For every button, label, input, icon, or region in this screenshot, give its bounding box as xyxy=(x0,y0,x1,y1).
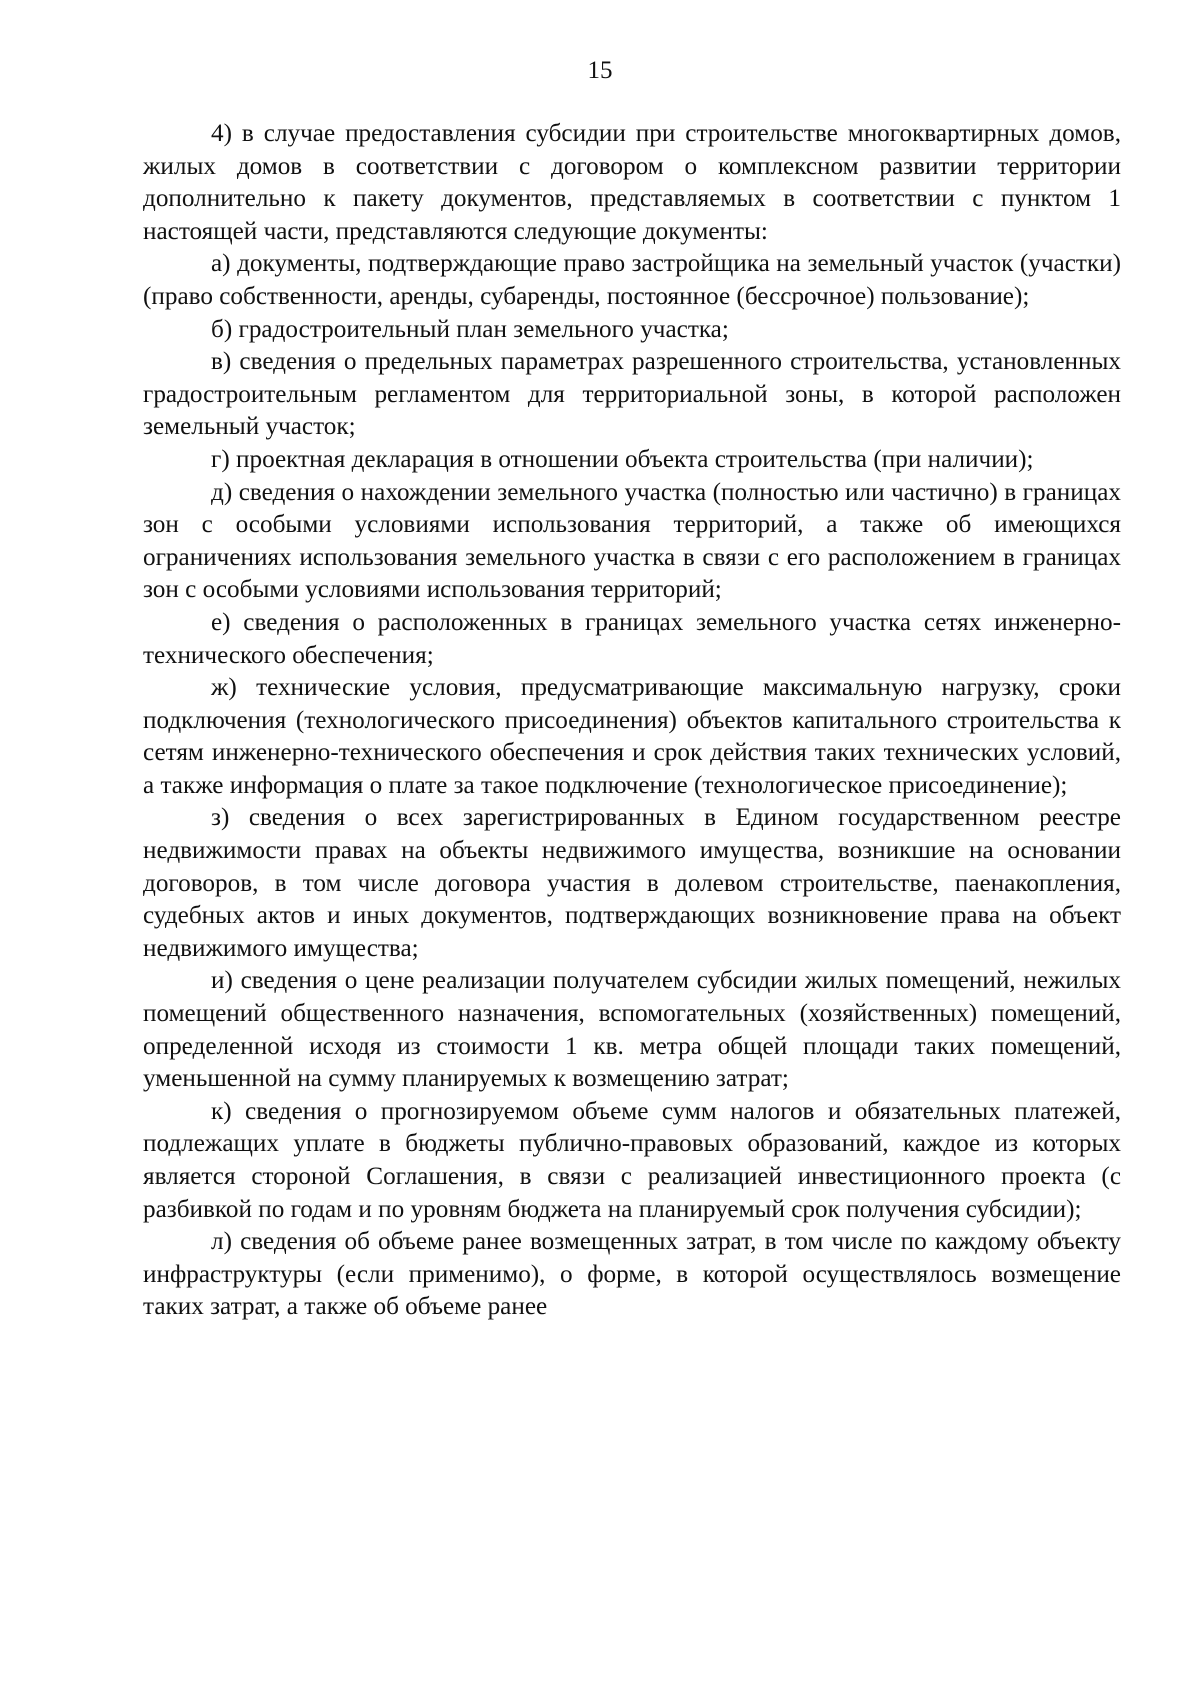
paragraph-subitem-zh: ж) технические условия, предусматривающие максимальную нагрузку, сроки подключения (технологического присоединения) объектов капитального строительства к сетям инженерно-технического обеспечения и срок действия таких технических условий, а также информация о плате за такое подключение (технологическое присоединение); xyxy=(143,674,1121,799)
paragraph-subitem-i: и) сведения о цене реализации получателем субсидии жилых помещений, нежилых помещений общественного назначения, вспомогательных (хозяйственных) помещений, определенной исходя из стоимости 1 кв. метра общей площади таких помещений, уменьшенной на сумму планируемых к возмещению затрат; xyxy=(143,967,1121,1093)
paragraph-subitem-g: г) проектная декларация в отношении объекта строительства (при наличии); xyxy=(211,445,1034,473)
paragraph-subitem-k: к) сведения о прогнозируемом объеме сумм налогов и обязательных платежей, подлежащих уплате в бюджеты публично-правовых образований, каждое из которых является стороной Соглашения, в связи с реализацией инвестиционного проекта (с разбивкой по годам и по уровням бюджета на планируемый срок получения субсидии); xyxy=(143,1097,1121,1223)
document-body xyxy=(143,118,1121,1324)
paragraph-subitem-b: б) градостроительный план земельного участка; xyxy=(211,315,729,343)
paragraph-subitem-l: л) сведения об объеме ранее возмещенных затрат, в том числе по каждому объекту инфраструктуры (если применимо), о форме, в которой осуществлялось возмещение таких затрат, а также об объеме ранее xyxy=(143,1228,1121,1321)
paragraph-subitem-a: а) документы, подтверждающие право застройщика на земельный участок (участки) (право собственности, аренды, субаренды, постоянное (бессрочное) пользование); xyxy=(143,250,1121,310)
paragraph-subitem-z: з) сведения о всех зарегистрированных в Едином государственном реестре недвижимости правах на объекты недвижимого имущества, возникшие на основании договоров, в том числе договора участия в долевом строительстве, паенакопления, судебных актов и иных документов, подтверждающих возникновение права на объект недвижимого имущества; xyxy=(143,804,1121,962)
paragraph-subitem-d: д) сведения о нахождении земельного участка (полностью или частично) в границах зон с особыми условиями использования территорий, а также об имеющихся ограничениях использования земельного участка в связи с его расположением в границах зон с особыми условиями использования территорий; xyxy=(143,478,1121,604)
paragraph-item-4: 4) в случае предоставления субсидии при строительстве многоквартирных домов, жилых домов в соответствии с договором о комплексном развитии территории дополнительно к пакету документов, представляемых в соответствии с пунктом 1 настоящей части, представляются следующие документы: xyxy=(143,120,1121,245)
paragraph-subitem-e: е) сведения о расположенных в границах земельного участка сетях инженерно-технического обеспечения; xyxy=(143,608,1121,669)
paragraph-subitem-v: в) сведения о предельных параметрах разрешенного строительства, установленных градостроительным регламентом для территориальной зоны, в которой расположен земельный участок; xyxy=(143,348,1121,441)
page-number: 15 xyxy=(587,57,613,84)
